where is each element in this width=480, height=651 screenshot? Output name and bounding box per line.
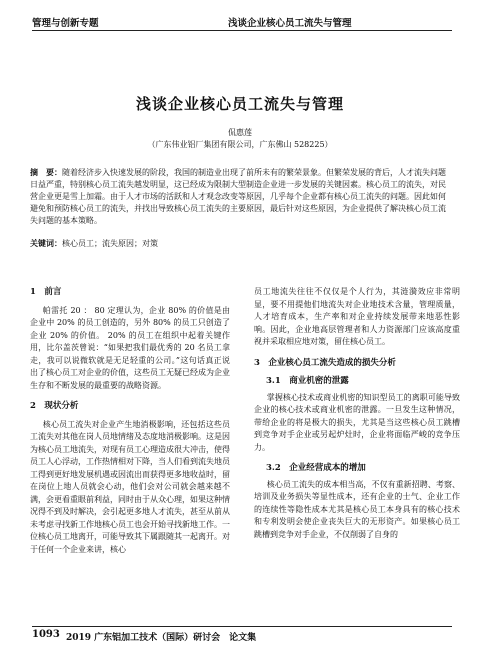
conference-title: 2019 广东铝加工技术（国际）研讨会 论文集 <box>66 633 257 643</box>
keywords-text: 核心员工；流失原因；对策 <box>62 239 158 248</box>
paper-author: 侃惠莲 <box>228 128 252 137</box>
section-heading-loss-analysis: 3 企业核心员工流失造成的损失分析 <box>254 357 396 368</box>
page-footer <box>32 626 452 643</box>
subsection-heading-costs: 3.2 企业经营成本的增加 <box>266 463 366 473</box>
paper-title: 浅谈企业核心员工流失与管理 <box>135 95 344 113</box>
header-section-label: 管理与创新专题 <box>32 18 99 29</box>
right-column <box>254 286 460 549</box>
page-number: 1093 <box>32 629 60 640</box>
abstract <box>30 166 450 227</box>
paragraph: 掌握核心技术或商业机密的知识型员工的离职可能导致企业的核心技术或商业机密的泄露。一旦发生这种情况，带给企业的将是极大的损失，尤其是当这些核心员工跳槽到竞争对手企业或另起炉灶时，企业将面临严峻的竞争压力。 <box>254 392 460 452</box>
header-running-title: 浅谈企业核心员工流失与管理 <box>228 18 352 29</box>
paragraph: 员工地流失往往不仅仅是个人行为，其涟漪效应非常明显，要不用提他们地流失对企业地技术含量，管理质量，人才培育成本，生产率和对企业持续发展带来地恶性影响。因此，企业地高层管理者和人力资源部门应该高度重视并采取相应地对策，留住核心员工。 <box>254 287 460 346</box>
section-heading-intro: 1 前言 <box>30 287 62 297</box>
left-column <box>30 286 230 564</box>
abstract-label: 摘 要： <box>30 167 62 177</box>
running-header <box>32 14 452 31</box>
paragraph: 帕雷托 20 ： 80 定理认为，企业 80% 的价值是由企业中 20% 的员工创造的，另外 80% 的员工只创造了企业 20% 的价值。 20% 的员工在组织中起着关键作用，比尔盖茨曾说：“如果把我们最优秀的 20 名员工拿走，我可以说微软就是无足轻重的公司。”这句话真正说出了核心员工对企业的价值，这些员工无疑已经成为企业生存和不断发展的最重要的战略资源。 <box>30 305 230 390</box>
keywords <box>30 238 450 249</box>
paragraph: 核心员工流失对企业产生地消极影响，还包括这些员工流失对其他在岗人员地情绪及态度地消极影响。这是因为核心员工地流失，对现有员工心理造成很大冲击，使得员工人心浮动，工作热情相对下降，当人们看到流失地员工得到更好地发展机遇或因流出而获得更多地收益时，留在岗位上地人员就会心动，他们会对公司就会越来越不满，会更看重眼前利益，同时由于从众心理，如果这种情况得不到及时解决，会引起更多地人才流失，甚至从前从未考虑寻找新工作地核心员工也会开始寻找新地工作。一位核心员工地离开，可能导致其下属跟随其一起离开。对于任何一个企业来讲，核心 <box>30 419 230 554</box>
paragraph: 核心员工流失的成本相当高，不仅有重新招聘、考察、培训及业务损失等显性成本，还有企业的士气、企业工作的连续性等隐性成本尤其是核心员工本身具有的核心技术和专利发明会使企业丧失巨大的无形资产。如果核心员工跳槽到竞争对手企业，不仅削弱了自身的 <box>254 479 460 539</box>
paper-affiliation: （广东伟业铝厂集团有限公司，广东佛山 528225） <box>147 140 333 149</box>
section-heading-status: 2 现状分析 <box>30 401 79 411</box>
subsection-heading-secrets: 3.1 商业机密的泄露 <box>266 376 349 386</box>
abstract-text: 随着经济步入快速发展的阶段，我国的制造业出现了前所未有的繁荣景象。但繁荣发展的背后，人才流失问题日益严重，特别核心员工流失越发明显，这已经成为限制大型制造企业进一步发展的关键因素。核心员工的流失，对民营企业更是雪上加霜。由于人才市场的活跃和人才观念改变等原因，几乎每个企业都有核心员工流失的问题。因此如何避免和预防核心员工的流失，并找出导致核心员工流失的主要原因，最后针对这些原因，为企业提供了解决核心员工流失问题的基本策略。 <box>30 168 446 225</box>
keywords-label: 关键词： <box>30 238 62 248</box>
